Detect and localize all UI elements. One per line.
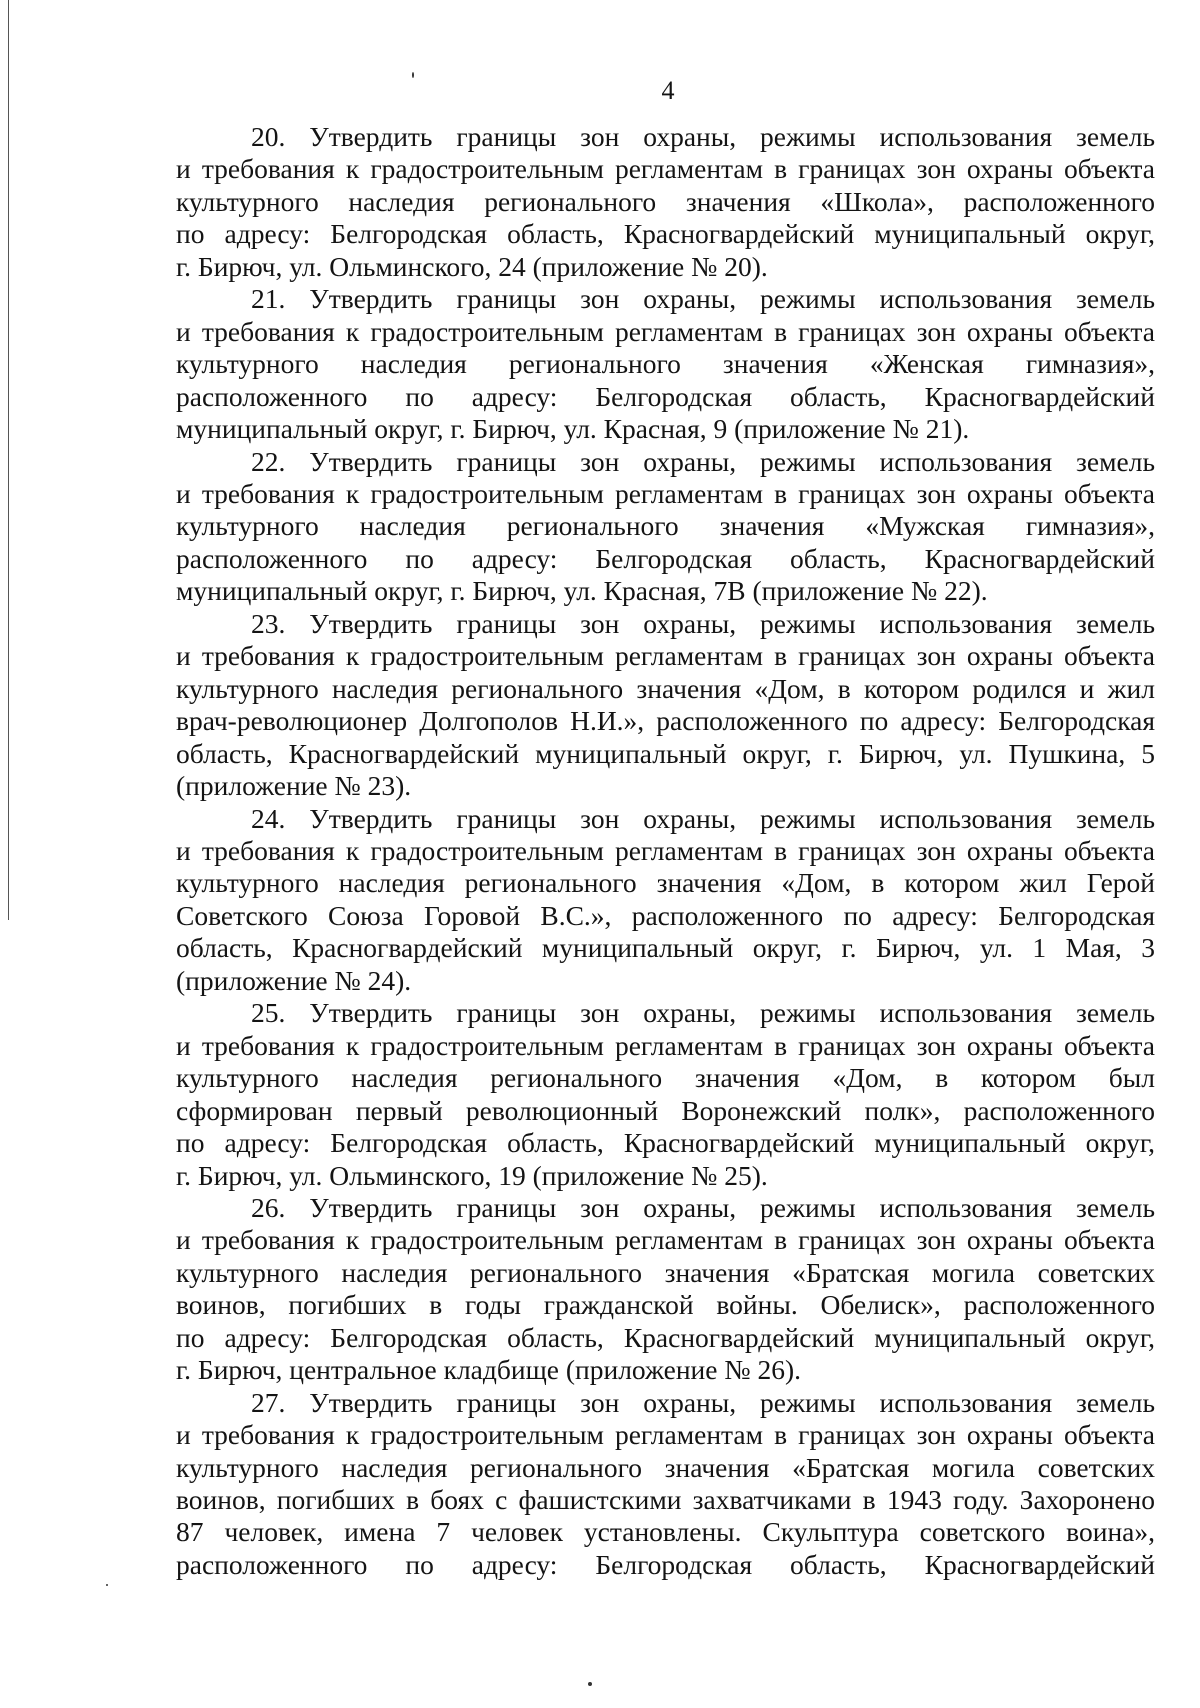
text-line: 24. Утвердить границы зон охраны, режимы использования земель [251, 802, 1155, 834]
text-line: по адресу: Белгородская область, Красногвардейский муниципальный округ, [176, 1127, 1155, 1159]
text-line: и требования к градостроительным регламентам в границах зон охраны объекта [176, 153, 1155, 185]
text-line: муниципальный округ, г. Бирюч, ул. Красная, 9 (приложение № 21). [176, 413, 970, 445]
paragraph [176, 997, 1155, 1192]
text-line: по адресу: Белгородская область, Красногвардейский муниципальный округ, [176, 1321, 1155, 1353]
scan-speck [106, 1584, 108, 1586]
paragraph [176, 803, 1155, 998]
text-line: и требования к градостроительным регламентам в границах зон охраны объекта [176, 834, 1155, 866]
text-line: г. Бирюч, ул. Ольминского, 24 (приложение № 20). [176, 250, 768, 282]
scan-speck [588, 1682, 592, 1686]
page-number: 4 [661, 76, 675, 105]
text-line: воинов, погибших в годы гражданской войны. Обелиск», расположенного [176, 1289, 1155, 1321]
paragraph [176, 121, 1155, 283]
text-line: область, Красногвардейский муниципальный округ, г. Бирюч, ул. 1 Мая, 3 [176, 932, 1155, 964]
text-line: врач-революционер Долгополов Н.И.», расположенного по адресу: Белгородская [176, 705, 1155, 737]
paragraph [176, 1192, 1155, 1387]
text-line: культурного наследия регионального значения «Дом, в котором жил Герой [176, 867, 1155, 899]
text-line: муниципальный округ, г. Бирюч, ул. Красная, 7В (приложение № 22). [176, 575, 988, 607]
text-line: 21. Утвердить границы зон охраны, режимы использования земель [251, 283, 1155, 315]
text-line: и требования к градостроительным регламентам в границах зон охраны объекта [176, 1029, 1155, 1061]
text-line: культурного наследия регионального значения «Дом, в котором родился и жил [176, 672, 1155, 704]
paragraph [176, 446, 1155, 608]
text-line: 27. Утвердить границы зон охраны, режимы использования земель [251, 1386, 1155, 1418]
text-line: и требования к градостроительным регламентам в границах зон охраны объекта [176, 315, 1155, 347]
text-line: культурного наследия регионального значения «Дом, в котором был [176, 1062, 1155, 1094]
text-line: и требования к градостроительным регламентам в границах зон охраны объекта [176, 1224, 1155, 1256]
text-line: культурного наследия регионального значения «Братская могила советских [176, 1256, 1155, 1288]
document-body [176, 121, 1155, 1581]
text-line: 26. Утвердить границы зон охраны, режимы использования земель [251, 1191, 1155, 1223]
text-line: и требования к градостроительным регламентам в границах зон охраны объекта [176, 1419, 1155, 1451]
text-line: и требования к градостроительным регламентам в границах зон охраны объекта [176, 640, 1155, 672]
text-line: 25. Утвердить границы зон охраны, режимы использования земель [251, 997, 1155, 1029]
scan-edge-line [8, 0, 9, 920]
text-line: расположенного по адресу: Белгородская область, Красногвардейский [176, 380, 1155, 412]
text-line: культурного наследия регионального значения «Мужская гимназия», [176, 510, 1155, 542]
paragraph [176, 608, 1155, 803]
text-line: (приложение № 24). [176, 964, 412, 996]
text-line: и требования к градостроительным регламентам в границах зон охраны объекта [176, 477, 1155, 509]
text-line: г. Бирюч, ул. Ольминского, 19 (приложение № 25). [176, 1159, 768, 1191]
paragraph [176, 283, 1155, 445]
text-line: сформирован первый революционный Воронежский полк», расположенного [176, 1094, 1155, 1126]
paragraph [176, 1387, 1155, 1582]
text-line: 87 человек, имена 7 человек установлены. Скульптура советского воина», [176, 1516, 1155, 1548]
text-line: Советского Союза Горовой В.С.», расположенного по адресу: Белгородская [176, 899, 1155, 931]
text-line: воинов, погибших в боях с фашистскими захватчиками в 1943 году. Захоронено [176, 1484, 1155, 1516]
text-line: 20. Утвердить границы зон охраны, режимы использования земель [251, 121, 1155, 152]
text-line: 23. Утвердить границы зон охраны, режимы использования земель [251, 607, 1155, 639]
text-line: культурного наследия регионального значения «Братская могила советских [176, 1451, 1155, 1483]
text-line: культурного наследия регионального значения «Школа», расположенного [176, 185, 1155, 217]
text-line: расположенного по адресу: Белгородская область, Красногвардейский [176, 1548, 1155, 1580]
text-line: г. Бирюч, центральное кладбище (приложение № 26). [176, 1354, 801, 1386]
text-line: (приложение № 23). [176, 770, 412, 802]
text-line: по адресу: Белгородская область, Красногвардейский муниципальный округ, [176, 218, 1155, 250]
text-line: культурного наследия регионального значения «Женская гимназия», [176, 348, 1155, 380]
scan-speck [412, 72, 414, 78]
text-line: расположенного по адресу: Белгородская область, Красногвардейский [176, 542, 1155, 574]
text-line: 22. Утвердить границы зон охраны, режимы использования земель [251, 445, 1155, 477]
text-line: область, Красногвардейский муниципальный округ, г. Бирюч, ул. Пушкина, 5 [176, 737, 1155, 769]
